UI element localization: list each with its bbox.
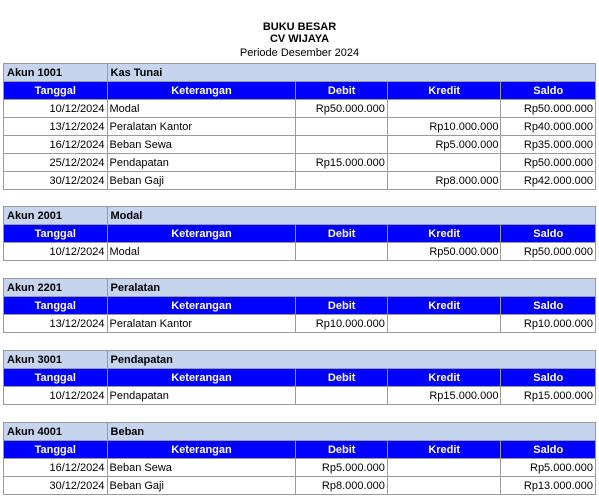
column-header-balance[interactable]: Saldo bbox=[501, 441, 596, 459]
column-header-row bbox=[4, 225, 596, 243]
cell-description[interactable]: Peralatan Kantor bbox=[107, 315, 296, 333]
cell-balance[interactable]: Rp50.000.000 bbox=[501, 100, 596, 118]
table-row bbox=[4, 459, 596, 477]
cell-description[interactable]: Beban Sewa bbox=[107, 459, 296, 477]
column-header-balance[interactable]: Saldo bbox=[501, 225, 596, 243]
column-header-balance[interactable]: Saldo bbox=[501, 297, 596, 315]
column-header-credit[interactable]: Kredit bbox=[387, 225, 501, 243]
column-header-credit[interactable]: Kredit bbox=[387, 297, 501, 315]
table-row bbox=[4, 100, 596, 118]
account-name[interactable]: Modal bbox=[107, 207, 595, 225]
cell-description[interactable]: Beban Gaji bbox=[107, 172, 296, 190]
company-name: CV WIJAYA bbox=[269, 33, 330, 45]
column-header-credit[interactable]: Kredit bbox=[387, 441, 501, 459]
cell-balance[interactable]: Rp5.000.000 bbox=[501, 459, 596, 477]
account-name[interactable]: Beban bbox=[107, 423, 595, 441]
cell-debit[interactable] bbox=[296, 387, 387, 405]
column-header-debit[interactable]: Debit bbox=[296, 297, 387, 315]
cell-description[interactable]: Modal bbox=[107, 100, 296, 118]
cell-balance[interactable]: Rp13.000.000 bbox=[501, 477, 596, 495]
ledger-table-akun-2201 bbox=[3, 278, 596, 333]
column-header-balance[interactable]: Saldo bbox=[501, 369, 596, 387]
cell-balance[interactable]: Rp10.000.000 bbox=[501, 315, 596, 333]
cell-credit[interactable] bbox=[387, 459, 501, 477]
cell-description[interactable]: Beban Gaji bbox=[107, 477, 296, 495]
cell-date[interactable]: 25/12/2024 bbox=[4, 154, 108, 172]
cell-debit[interactable]: Rp10.000.000 bbox=[296, 315, 387, 333]
account-code[interactable]: Akun 2001 bbox=[4, 207, 108, 225]
table-row bbox=[4, 118, 596, 136]
cell-date[interactable]: 10/12/2024 bbox=[4, 100, 108, 118]
cell-description[interactable]: Modal bbox=[107, 243, 296, 261]
account-header-row bbox=[4, 279, 596, 297]
cell-description[interactable]: Beban Sewa bbox=[107, 136, 296, 154]
cell-credit[interactable]: Rp8.000.000 bbox=[387, 172, 501, 190]
cell-date[interactable]: 10/12/2024 bbox=[4, 243, 108, 261]
account-code[interactable]: Akun 4001 bbox=[4, 423, 108, 441]
cell-date[interactable]: 10/12/2024 bbox=[4, 387, 108, 405]
account-header-row bbox=[4, 351, 596, 369]
report-period: Periode Desember 2024 bbox=[239, 47, 360, 59]
column-header-date[interactable]: Tanggal bbox=[4, 441, 108, 459]
cell-credit[interactable]: Rp10.000.000 bbox=[387, 118, 501, 136]
account-header-row bbox=[4, 64, 596, 82]
account-header-row bbox=[4, 423, 596, 441]
cell-date[interactable]: 30/12/2024 bbox=[4, 477, 108, 495]
cell-date[interactable]: 30/12/2024 bbox=[4, 172, 108, 190]
report-title: BUKU BESAR bbox=[262, 21, 337, 33]
cell-debit[interactable]: Rp5.000.000 bbox=[296, 459, 387, 477]
account-name[interactable]: Peralatan bbox=[107, 279, 595, 297]
cell-credit[interactable]: Rp15.000.000 bbox=[387, 387, 501, 405]
ledger-table-akun-4001 bbox=[3, 422, 596, 495]
cell-balance[interactable]: Rp40.000.000 bbox=[501, 118, 596, 136]
column-header-description[interactable]: Keterangan bbox=[107, 441, 296, 459]
cell-description[interactable]: Pendapatan bbox=[107, 387, 296, 405]
ledger-table-akun-2001 bbox=[3, 206, 596, 261]
column-header-credit[interactable]: Kredit bbox=[387, 369, 501, 387]
cell-balance[interactable]: Rp42.000.000 bbox=[501, 172, 596, 190]
column-header-balance[interactable]: Saldo bbox=[501, 82, 596, 100]
cell-credit[interactable] bbox=[387, 477, 501, 495]
cell-credit[interactable] bbox=[387, 315, 501, 333]
column-header-row bbox=[4, 82, 596, 100]
cell-debit[interactable] bbox=[296, 243, 387, 261]
cell-date[interactable]: 13/12/2024 bbox=[4, 118, 108, 136]
cell-credit[interactable]: Rp5.000.000 bbox=[387, 136, 501, 154]
cell-credit[interactable] bbox=[387, 154, 501, 172]
cell-description[interactable]: Pendapatan bbox=[107, 154, 296, 172]
column-header-debit[interactable]: Debit bbox=[296, 82, 387, 100]
cell-credit[interactable]: Rp50.000.000 bbox=[387, 243, 501, 261]
column-header-date[interactable]: Tanggal bbox=[4, 369, 108, 387]
column-header-date[interactable]: Tanggal bbox=[4, 82, 108, 100]
column-header-row bbox=[4, 369, 596, 387]
cell-debit[interactable]: Rp50.000.000 bbox=[296, 100, 387, 118]
table-row bbox=[4, 243, 596, 261]
account-code[interactable]: Akun 1001 bbox=[4, 64, 108, 82]
cell-balance[interactable]: Rp50.000.000 bbox=[501, 154, 596, 172]
ledger-table-akun-3001 bbox=[3, 350, 596, 405]
table-row bbox=[4, 136, 596, 154]
cell-balance[interactable]: Rp35.000.000 bbox=[501, 136, 596, 154]
cell-debit[interactable]: Rp8.000.000 bbox=[296, 477, 387, 495]
column-header-credit[interactable]: Kredit bbox=[387, 82, 501, 100]
column-header-date[interactable]: Tanggal bbox=[4, 225, 108, 243]
account-header-row bbox=[4, 207, 596, 225]
account-code[interactable]: Akun 3001 bbox=[4, 351, 108, 369]
ledger-table-akun-1001 bbox=[3, 63, 596, 190]
table-row bbox=[4, 477, 596, 495]
table-row bbox=[4, 315, 596, 333]
cell-debit[interactable] bbox=[296, 136, 387, 154]
column-header-debit[interactable]: Debit bbox=[296, 441, 387, 459]
column-header-debit[interactable]: Debit bbox=[296, 225, 387, 243]
cell-date[interactable]: 16/12/2024 bbox=[4, 136, 108, 154]
cell-debit[interactable] bbox=[296, 172, 387, 190]
column-header-row bbox=[4, 297, 596, 315]
column-header-date[interactable]: Tanggal bbox=[4, 297, 108, 315]
cell-debit[interactable] bbox=[296, 118, 387, 136]
column-header-description[interactable]: Keterangan bbox=[107, 225, 296, 243]
table-row bbox=[4, 154, 596, 172]
column-header-description[interactable]: Keterangan bbox=[107, 82, 296, 100]
column-header-description[interactable]: Keterangan bbox=[107, 369, 296, 387]
cell-balance[interactable]: Rp15.000.000 bbox=[501, 387, 596, 405]
table-row bbox=[4, 387, 596, 405]
cell-date[interactable]: 16/12/2024 bbox=[4, 459, 108, 477]
account-name[interactable]: Kas Tunai bbox=[107, 64, 595, 82]
column-header-debit[interactable]: Debit bbox=[296, 369, 387, 387]
account-code[interactable]: Akun 2201 bbox=[4, 279, 108, 297]
cell-debit[interactable]: Rp15.000.000 bbox=[296, 154, 387, 172]
cell-credit[interactable] bbox=[387, 100, 501, 118]
cell-date[interactable]: 13/12/2024 bbox=[4, 315, 108, 333]
column-header-description[interactable]: Keterangan bbox=[107, 297, 296, 315]
cell-balance[interactable]: Rp50.000.000 bbox=[501, 243, 596, 261]
column-header-row bbox=[4, 441, 596, 459]
cell-description[interactable]: Peralatan Kantor bbox=[107, 118, 296, 136]
account-name[interactable]: Pendapatan bbox=[107, 351, 595, 369]
table-row bbox=[4, 172, 596, 190]
